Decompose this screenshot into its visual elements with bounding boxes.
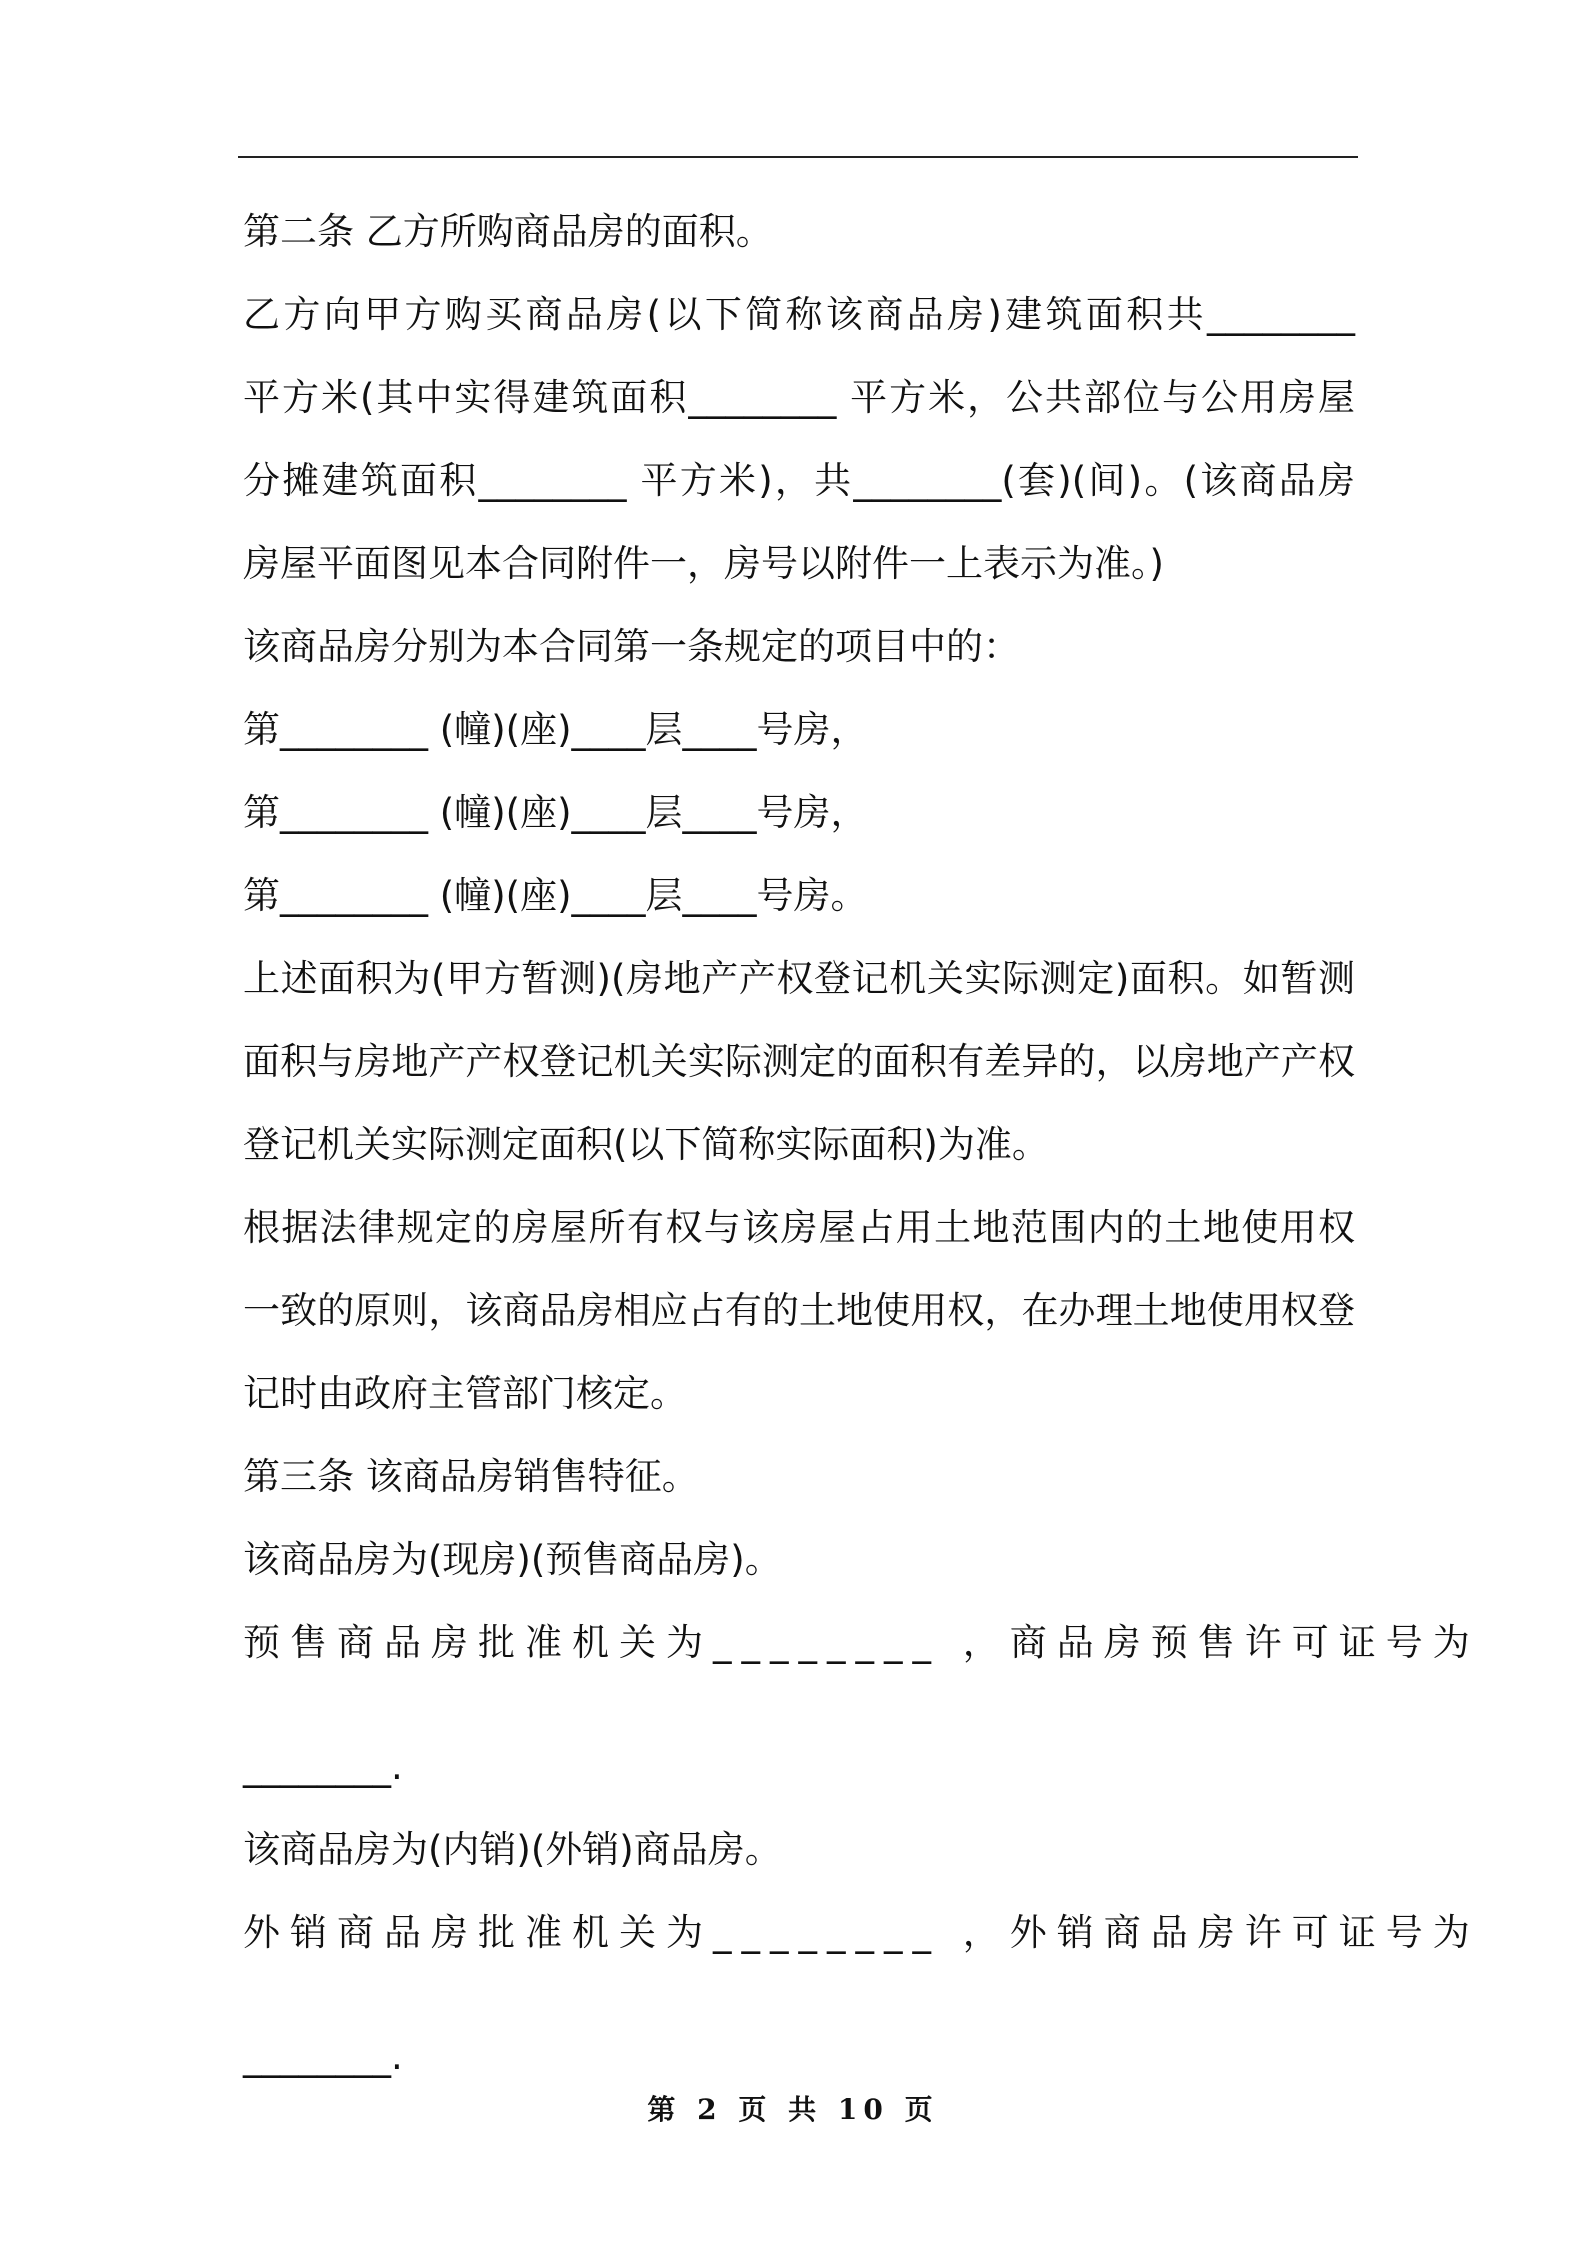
paragraph-line: 记时由政府主管部门核定。 [243,1372,687,1415]
paragraph-line: 该商品房为(现房)(预售商品房)。 [243,1538,782,1581]
paragraph-line: 登记机关实际测定面积(以下简称实际面积)为准。 [243,1123,1049,1166]
article-heading: 第二条 乙方所购商品房的面积。 [243,210,773,253]
paragraph-line: 该商品房为(内销)(外销)商品房。 [243,1828,782,1871]
export-permit-blank: ________. [243,2035,403,2078]
presale-permit-blank: ________. [243,1745,403,1788]
paragraph-line: 乙方向甲方购买商品房(以下简称该商品房)建筑面积共________ [243,293,1355,336]
paragraph-line: 该商品房分别为本合同第一条规定的项目中的： [243,625,1020,668]
paragraph-line: 一致的原则，该商品房相应占有的土地使用权，在办理土地使用权登 [243,1289,1355,1332]
header-rule [238,156,1358,158]
paragraph-line: 分摊建筑面积________ 平方米)，共________(套)(间)。(该商品房 [243,459,1355,502]
presale-authority-line: 预售商品房批准机关为________ ，商品房预售许可证号为 [243,1621,1480,1664]
unit-line: 第________ (幢)(座)____层____号房， [243,791,868,834]
export-authority-line: 外销商品房批准机关为________ ，外销商品房许可证号为 [243,1911,1480,1954]
paragraph-line: 上述面积为(甲方暂测)(房地产产权登记机关实际测定)面积。如暂测 [243,957,1355,1000]
document-body [243,196,1480,2104]
paragraph-line: 平方米(其中实得建筑面积________ 平方米，公共部位与公用房屋 [243,376,1355,419]
paragraph-line: 面积与房地产产权登记机关实际测定的面积有差异的，以房地产产权 [243,1040,1355,1083]
paragraph-line: 房屋平面图见本合同附件一，房号以附件一上表示为准。) [243,542,1164,585]
unit-line: 第________ (幢)(座)____层____号房。 [243,874,868,917]
unit-line: 第________ (幢)(座)____层____号房， [243,708,868,751]
article-heading: 第三条 该商品房销售特征。 [243,1455,699,1498]
paragraph-line: 根据法律规定的房屋所有权与该房屋占用土地范围内的土地使用权 [243,1206,1355,1249]
page-number: 第 2 页 共 10 页 [647,2093,939,2126]
